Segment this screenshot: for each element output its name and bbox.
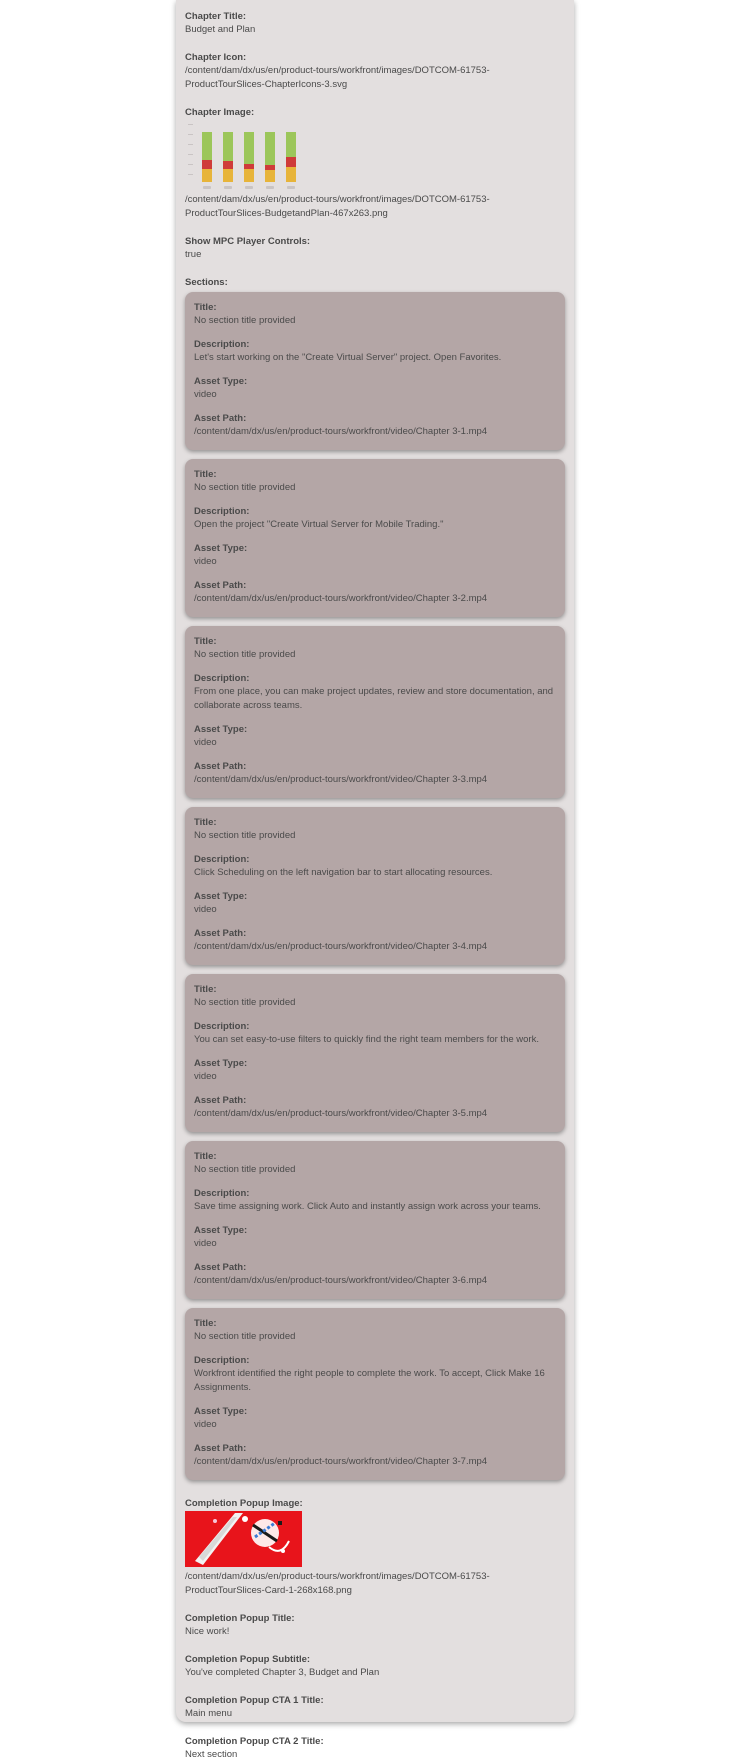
section-description-field [194,1354,556,1395]
section-description-field [194,1187,556,1214]
chart-axis-tick [188,124,193,125]
section-asset-path-value: /content/dam/dx/us/en/product-tours/workfront/video/Chapter 3-1.mp4 [194,426,488,437]
section-asset-type-value: video [194,1419,217,1430]
section-title-label: Title: [194,1151,217,1162]
chart-bar-stack [286,132,296,182]
section-asset-type-label: Asset Type: [194,724,248,735]
section-description-value: Click Scheduling on the left navigation bar to start allocating resources. [194,867,493,878]
chart-bar-stack [223,132,233,182]
section-description-field [194,1020,556,1047]
section-title-field [194,1317,556,1344]
chapter-icon-value: /content/dam/dx/us/en/product-tours/workfront/images/DOTCOM-61753-ProductTourSlices-ChapterIcons-3.svg [185,65,490,90]
section-description-field [194,338,556,365]
section-description-label: Description: [194,1188,250,1199]
chapter-title-label: Chapter Title: [185,11,247,22]
sections-list [185,292,565,1480]
chapter-title-value: Budget and Plan [185,24,256,35]
completion-cta1-label: Completion Popup CTA 1 Title: [185,1695,324,1706]
section-description-value: Let's start working on the "Create Virtual Server" project. Open Favorites. [194,352,502,363]
section-title-label: Title: [194,984,217,995]
completion-subtitle-field [185,1653,565,1680]
chart-axis-tick [188,144,193,145]
section-title-label: Title: [194,302,217,313]
section-asset-path-value: /content/dam/dx/us/en/product-tours/workfront/video/Chapter 3-5.mp4 [194,1108,488,1119]
section-asset-path-value: /content/dam/dx/us/en/product-tours/workfront/video/Chapter 3-4.mp4 [194,941,488,952]
completion-title-field [185,1612,565,1639]
completion-cta2-value: Next section [185,1749,238,1760]
completion-subtitle-label: Completion Popup Subtitle: [185,1654,311,1665]
completion-cta2-field [185,1735,565,1762]
section-title-label: Title: [194,636,217,647]
section-title-field [194,1150,556,1177]
section-title-value: No section title provided [194,315,296,326]
section-title-value: No section title provided [194,997,296,1008]
chart-x-label [287,186,295,189]
popup-illustration [185,1511,302,1567]
mpc-controls-field [185,235,565,262]
section-asset-type-value: video [194,1238,217,1249]
chapter-details-panel [176,0,574,1760]
section-asset-path-label: Asset Path: [194,1443,247,1454]
section-asset-path-value: /content/dam/dx/us/en/product-tours/workfront/video/Chapter 3-3.mp4 [194,774,488,785]
section-asset-type-field [194,1405,556,1432]
section-card [185,459,565,617]
section-asset-type-label: Asset Type: [194,1058,248,1069]
section-description-label: Description: [194,339,250,350]
chapter-image-thumbnail [185,120,300,190]
completion-cta1-field [185,1694,565,1721]
chapter-image-value: /content/dam/dx/us/en/product-tours/workfront/images/DOTCOM-61753-ProductTourSlices-BudgetandPlan-467x263.png [185,194,490,219]
section-description-field [194,505,556,532]
section-asset-path-label: Asset Path: [194,580,247,591]
section-description-label: Description: [194,854,250,865]
section-asset-type-field [194,723,556,750]
section-asset-type-value: video [194,737,217,748]
section-title-field [194,983,556,1010]
section-asset-type-field [194,542,556,569]
section-asset-type-field [194,890,556,917]
section-asset-path-field [194,412,556,439]
section-asset-path-label: Asset Path: [194,1095,247,1106]
section-title-value: No section title provided [194,1164,296,1175]
chart-bar-stack [244,132,254,182]
section-asset-type-value: video [194,1071,217,1082]
section-asset-type-field [194,375,556,402]
section-asset-path-field [194,1442,556,1469]
section-description-label: Description: [194,1355,250,1366]
section-asset-type-field [194,1057,556,1084]
section-asset-type-value: video [194,389,217,400]
section-asset-path-value: /content/dam/dx/us/en/product-tours/workfront/video/Chapter 3-6.mp4 [194,1275,488,1286]
completion-image-value: /content/dam/dx/us/en/product-tours/workfront/images/DOTCOM-61753-ProductTourSlices-Card-1-268x168.png [185,1571,490,1596]
chapter-icon-field [185,51,565,92]
section-asset-path-value: /content/dam/dx/us/en/product-tours/workfront/video/Chapter 3-7.mp4 [194,1456,488,1467]
section-card [185,292,565,450]
chart-axis-tick [188,164,193,165]
section-asset-type-value: video [194,556,217,567]
section-asset-path-field [194,579,556,606]
section-asset-type-label: Asset Type: [194,891,248,902]
section-asset-type-value: video [194,904,217,915]
section-asset-type-label: Asset Type: [194,376,248,387]
section-asset-path-value: /content/dam/dx/us/en/product-tours/workfront/video/Chapter 3-2.mp4 [194,593,488,604]
section-title-field [194,816,556,843]
section-description-value: Save time assigning work. Click Auto and instantly assign work across your teams. [194,1201,541,1212]
completion-image-field [185,1497,565,1598]
section-card [185,626,565,798]
section-description-value: You can set easy-to-use filters to quickly find the right team members for the work. [194,1034,539,1045]
section-description-field [194,672,556,713]
completion-title-value: Nice work! [185,1626,230,1637]
section-card [185,1141,565,1299]
chart-bar-stack [202,132,212,182]
section-asset-type-label: Asset Type: [194,1225,248,1236]
mpc-controls-label: Show MPC Player Controls: [185,236,311,247]
section-asset-path-field [194,1094,556,1121]
section-description-value: Workfront identified the right people to complete the work. To accept, Click Make 16 Assignments. [194,1368,545,1393]
completion-title-label: Completion Popup Title: [185,1613,295,1624]
section-card [185,974,565,1132]
chart-axis-tick [188,154,193,155]
completion-cta2-label: Completion Popup CTA 2 Title: [185,1736,324,1747]
section-title-field [194,301,556,328]
chapter-image-label: Chapter Image: [185,107,255,118]
section-asset-path-label: Asset Path: [194,413,247,424]
section-description-field [194,853,556,880]
section-title-field [194,468,556,495]
chart-x-label [203,186,211,189]
section-card [185,807,565,965]
chapter-title-field [185,10,565,37]
section-asset-type-label: Asset Type: [194,1406,248,1417]
section-asset-path-label: Asset Path: [194,761,247,772]
section-title-label: Title: [194,817,217,828]
completion-subtitle-value: You've completed Chapter 3, Budget and Plan [185,1667,380,1678]
section-card [185,1308,565,1480]
chart-x-label [245,186,253,189]
section-description-value: From one place, you can make project updates, review and store documentation, and collaborate across teams. [194,686,554,711]
completion-image-label: Completion Popup Image: [185,1498,303,1509]
section-title-label: Title: [194,1318,217,1329]
section-title-value: No section title provided [194,649,296,660]
completion-cta1-value: Main menu [185,1708,232,1719]
chart-x-label [224,186,232,189]
section-asset-path-label: Asset Path: [194,1262,247,1273]
section-asset-path-field [194,760,556,787]
section-asset-type-label: Asset Type: [194,543,248,554]
section-description-label: Description: [194,673,250,684]
section-asset-type-field [194,1224,556,1251]
chart-x-label [266,186,274,189]
section-asset-path-field [194,1261,556,1288]
section-description-label: Description: [194,506,250,517]
chart-axis-tick [188,134,193,135]
chart-axis-tick [188,174,193,175]
section-title-field [194,635,556,662]
sections-label: Sections: [185,277,228,288]
section-title-value: No section title provided [194,482,296,493]
section-title-value: No section title provided [194,1331,296,1342]
mpc-controls-value: true [185,249,202,260]
section-title-value: No section title provided [194,830,296,841]
chart-bar-stack [265,132,275,182]
section-description-label: Description: [194,1021,250,1032]
completion-popup-image [185,1511,302,1567]
section-asset-path-field [194,927,556,954]
chapter-icon-label: Chapter Icon: [185,52,247,63]
section-description-value: Open the project "Create Virtual Server for Mobile Trading." [194,519,444,530]
chapter-image-field [185,106,565,221]
section-title-label: Title: [194,469,217,480]
section-asset-path-label: Asset Path: [194,928,247,939]
